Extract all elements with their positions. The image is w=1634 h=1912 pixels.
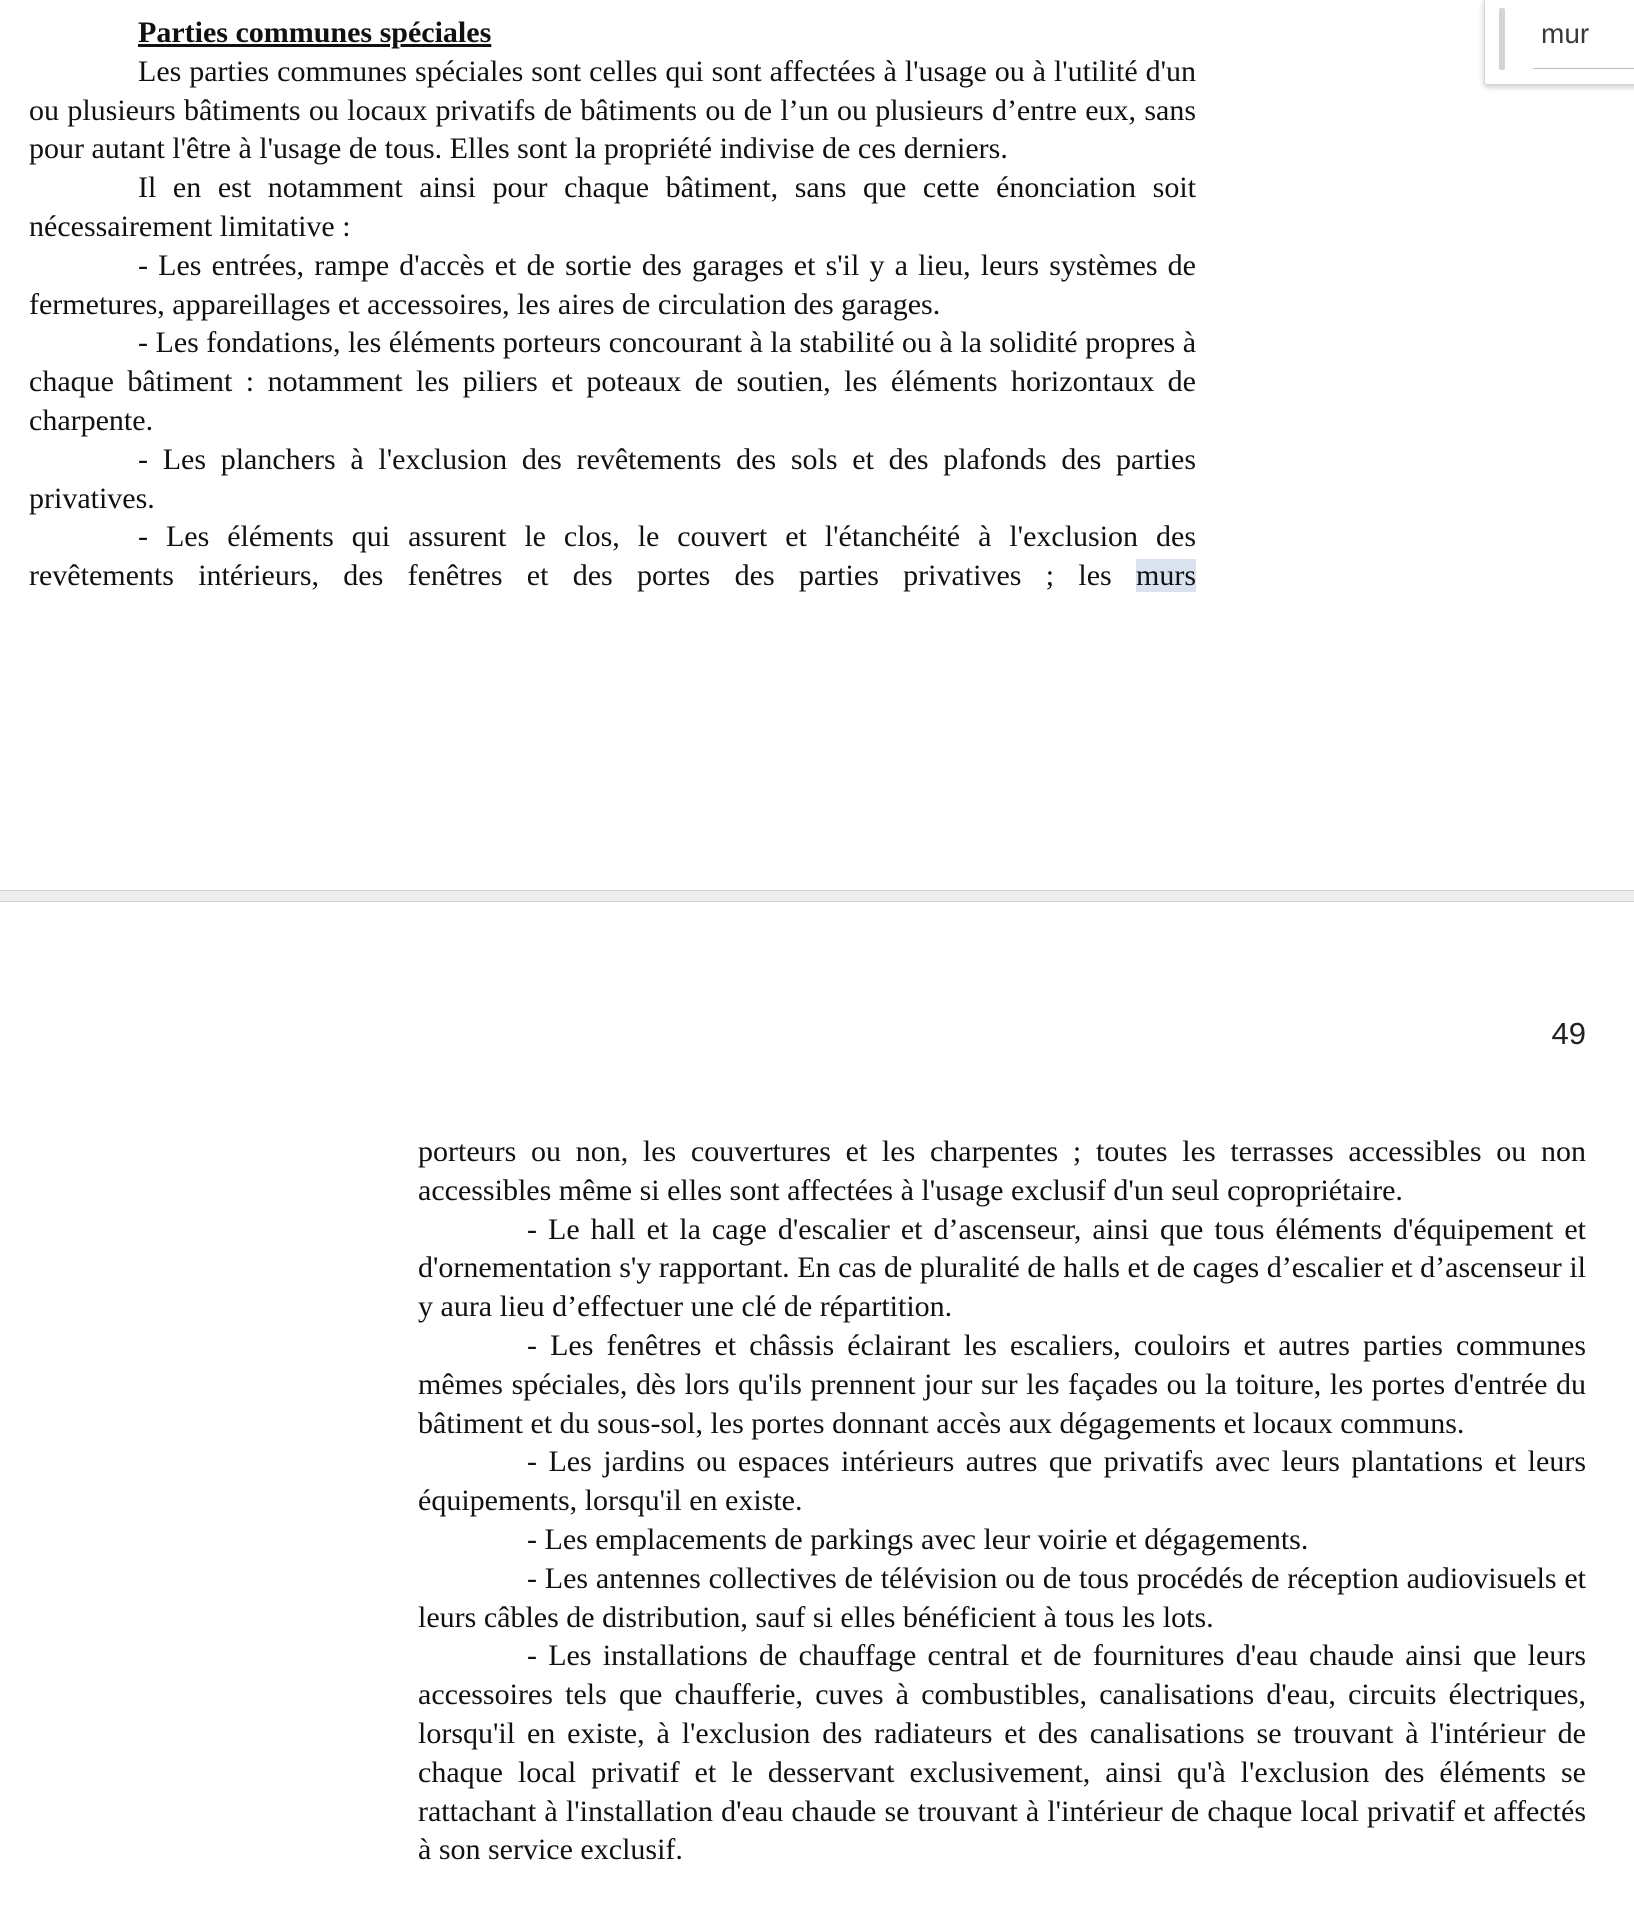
page-separator (0, 890, 1634, 902)
search-popup-drag-handle[interactable] (1499, 8, 1505, 70)
search-highlight: murs (1136, 559, 1196, 593)
paragraph: - Les emplacements de parkings avec leur voirie et dégagements. (527, 1522, 1309, 1556)
search-input-underline (1533, 68, 1634, 69)
paragraph: - Les entrées, rampe d'accès et de sortie des garages et s'il y a lieu, leurs systèmes de fermetures, appareillages et accessoires, les aires de circulation des garages. (29, 248, 1196, 321)
paragraph-text: - Les éléments qui assurent le clos, le couvert et l'étanchéité à l'exclusion des revêtements intérieurs, des fenêtres et des portes des parties privatives ; les (29, 520, 1196, 593)
paragraph-last (29, 518, 1196, 596)
search-input[interactable]: mur (1541, 18, 1590, 49)
paragraph: - Le hall et la cage d'escalier et d’ascenseur, ainsi que tous éléments d'équipement et d'ornementation s'y rapportant. En cas de pluralité de halls et de cages d’escalier et d’ascenseur il y aura lieu d’effectuer une clé de répartition. (418, 1212, 1586, 1324)
paragraph: - Les jardins ou espaces intérieurs autres que privatifs avec leurs plantations et leurs équipements, lorsqu'il en existe. (418, 1445, 1586, 1518)
paragraph: Il en est notamment ainsi pour chaque bâtiment, sans que cette énonciation soit nécessairement limitative : (29, 171, 1196, 243)
paragraph: - Les planchers à l'exclusion des revêtements des sols et des plafonds des parties privatives. (29, 442, 1196, 515)
paragraph: - Les fondations, les éléments porteurs concourant à la stabilité ou à la solidité propres à chaque bâtiment : notamment les piliers et poteaux de soutien, les éléments horizontaux de charpente. (29, 326, 1197, 437)
paragraph: - Les fenêtres et châssis éclairant les escaliers, couloirs et autres parties communes mêmes spéciales, dès lors qu'ils prennent jour sur les façades ou la toiture, les portes d'entrée du bâtiment et du sous-sol, les portes donnant accès aux dégagements et locaux communs. (418, 1328, 1586, 1440)
document-page-bottom (418, 1133, 1586, 1870)
paragraph: - Les antennes collectives de télévision ou de tous procédés de réception audiovisuels et leurs câbles de distribution, sauf si elles bénéficient à tous les lots. (418, 1561, 1586, 1634)
document-page-top (29, 14, 1196, 596)
page-number: 49 (1551, 1016, 1586, 1051)
search-popup (1484, 0, 1634, 85)
section-heading: Parties communes spéciales (138, 16, 492, 49)
paragraph: - Les installations de chauffage central et de fournitures d'eau chaude ainsi que leurs accessoires tels que chaufferie, cuves à combustibles, canalisations d'eau, circuits électriques, lorsqu'il en existe, à l'exclusion des radiateurs et des canalisations se trouvant à l'intérieur de chaque local privatif et le desservant exclusivement, ainsi qu'à l'exclusion des éléments se rattachant à l'installation d'eau chaude se trouvant à l'intérieur de chaque local privatif et affectés à son service exclusif. (418, 1639, 1586, 1867)
paragraph: Les parties communes spéciales sont celles qui sont affectées à l'usage ou à l'utilité d'un ou plusieurs bâtiments ou locaux privatifs de bâtiments ou de l’un ou plusieurs d’entre eux, sans pour autant l'être à l'usage de tous. Elles sont la propriété indivise de ces derniers. (29, 54, 1196, 166)
paragraph-continuation: porteurs ou non, les couvertures et les charpentes ; toutes les terrasses accessibles ou non accessibles même si elles sont affectées à l'usage exclusif d'un seul copropriétaire. (418, 1135, 1586, 1207)
